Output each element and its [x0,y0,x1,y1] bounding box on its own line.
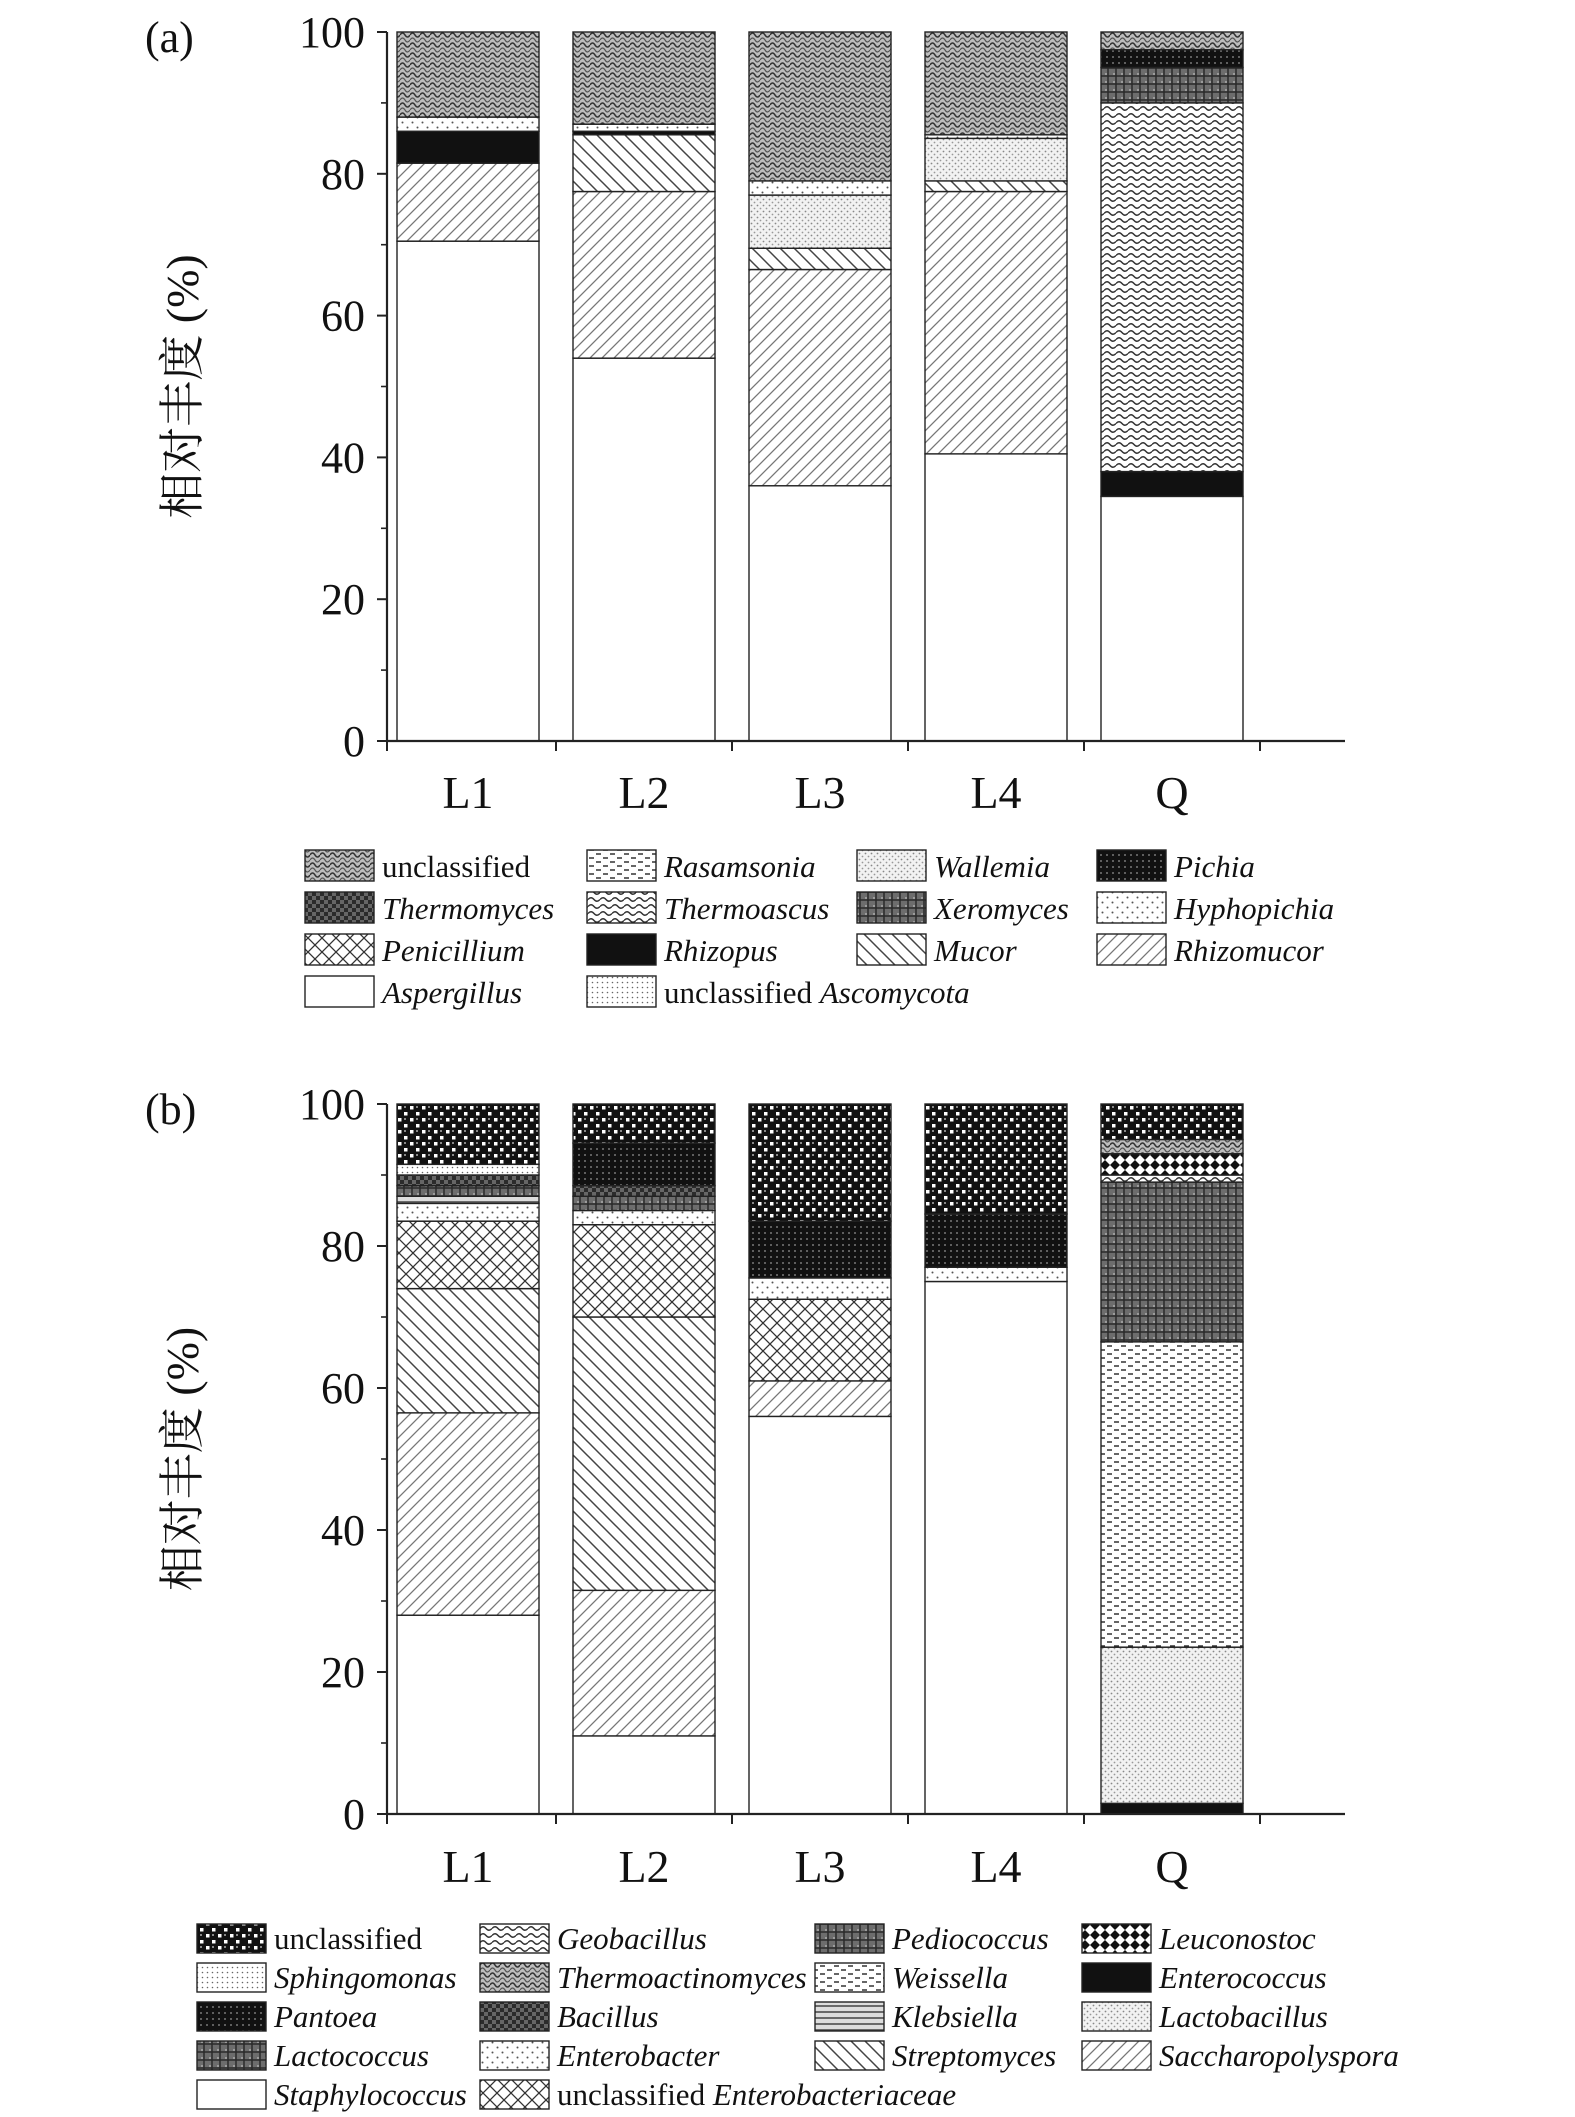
legend-swatch [815,2041,884,2070]
x-tick-label: L1 [442,767,494,818]
y-tick-label: 80 [321,149,365,199]
legend-item [815,1999,1018,2034]
bar-stack-L1 [397,1104,539,1814]
bar-segment-unclassified [925,1104,1067,1214]
bar-segment-wallemia [749,195,891,248]
legend-label: Weissella [892,1960,1008,1995]
bar-segment-pantoea [573,1143,715,1186]
legend-item [305,891,554,926]
legend-swatch [857,934,926,965]
bar-segment-staphylococcus [749,1416,891,1814]
bar-segment-bacillus [397,1175,539,1186]
bar-segment-thermoactinomyces [1101,1140,1243,1154]
bar-segment-streptomyces [573,1317,715,1590]
legend-label: Thermoactinomyces [557,1960,807,1995]
bar-segment-unclassified [749,32,891,181]
y-tick-label: 80 [321,1222,365,1271]
legend-swatch [587,976,656,1007]
bar-segment-mucor [749,248,891,269]
panel-label: (b) [145,1085,197,1134]
legend-swatch [305,850,374,881]
x-tick-label: Q [1155,1841,1189,1892]
bar-segment-rhizomucor [749,270,891,486]
legend-item [857,933,1018,968]
x-tick-label: L4 [970,1841,1022,1892]
legend-swatch [305,934,374,965]
y-tick-label: 0 [343,1790,365,1839]
bar-segment-geobacillus [1101,1175,1243,1182]
bar-segment-rhizomucor [925,192,1067,454]
panel-b [145,1080,1399,2112]
bar-stack-L4 [925,32,1067,741]
bar-segment-enterobacter [925,1267,1067,1281]
bar-stack-L4 [925,1104,1067,1814]
bar-segment-aspergillus [749,486,891,741]
legend-label: unclassified Ascomycota [664,975,970,1010]
legend-label: Klebsiella [892,1999,1018,2034]
bar-segment-enterobacter [749,1278,891,1299]
legend-item [1082,1921,1316,1956]
legend-label: Lactobacillus [1159,1999,1328,2034]
y-tick-label: 100 [299,1080,365,1129]
legend-label: Staphylococcus [274,2077,467,2112]
legend-item [815,1960,1008,1995]
legend-label: Rhizopus [664,933,778,968]
legend-item [587,849,816,884]
legend-swatch [857,850,926,881]
legend-label: Thermomyces [382,891,555,926]
legend [305,849,1334,1010]
bar-segment-lactococcus [397,1186,539,1197]
legend-item [305,849,531,884]
bar-segment-enterobacter [397,1203,539,1221]
legend-item [480,1999,659,2034]
legend-swatch [305,976,374,1007]
legend [197,1921,1399,2112]
legend-label: Streptomyces [892,2038,1057,2073]
bar-stack-Q [1101,32,1243,741]
x-tick-label: L3 [794,1841,846,1892]
legend-swatch [857,892,926,923]
bar-segment-unclassified [1101,32,1243,50]
bar-segment-sphingomonas [397,1164,539,1175]
bar-stack-L3 [749,1104,891,1814]
bar-segment-staphylococcus [925,1282,1067,1815]
bar-segment-unclassified-enterobacteriaceae [749,1299,891,1381]
bar-stack-L2 [573,32,715,741]
legend-swatch [815,2002,884,2031]
legend-swatch [197,1963,266,1992]
legend-item [587,975,970,1010]
bar-segment-wallemia [925,138,1067,181]
bar-segment-unclassified [573,32,715,124]
bar-stack-L1 [397,32,539,741]
bar-segment-lactobacillus [1101,1647,1243,1803]
bar-segment-staphylococcus [573,1736,715,1814]
legend-swatch [480,1963,549,1992]
bar-segment-lactococcus [573,1196,715,1210]
legend-label: Thermoascus [664,891,830,926]
legend-swatch [480,2041,549,2070]
legend-label: Geobacillus [557,1921,707,1956]
legend-item [1082,2038,1399,2073]
bar-stack-L2 [573,1104,715,1814]
bar-segment-rhizopus [397,131,539,163]
legend-swatch [305,892,374,923]
x-tick-label: L3 [794,767,846,818]
legend-label: Xeromyces [934,891,1069,926]
y-tick-label: 40 [321,433,365,483]
legend-item [815,2038,1056,2073]
bar-segment-unclassified [397,1104,539,1164]
legend-label: Wallemia [934,849,1050,884]
legend-swatch [197,2041,266,2070]
bar-segment-rhizopus [1101,472,1243,497]
bar-segment-aspergillus [397,241,539,741]
y-tick-label: 0 [343,717,365,766]
legend-swatch [1082,2041,1151,2070]
legend-label: Lactococcus [274,2038,429,2073]
legend-item [480,1921,707,1956]
legend-item [587,891,829,926]
panel-a [145,8,1345,1010]
legend-label: Mucor [934,933,1017,968]
legend-label: Aspergillus [382,975,523,1010]
x-tick-label: L2 [618,1841,670,1892]
legend-label: unclassified [274,1921,423,1956]
bar-segment-rhizomucor [397,163,539,241]
bar-segment-aspergillus [925,454,1067,741]
y-tick-label: 60 [321,291,365,341]
bar-stack-Q [1101,1104,1243,1814]
bar-segment-saccharopolyspora [573,1590,715,1736]
bar-segment-rhizomucor [573,192,715,359]
y-tick-label: 20 [321,1648,365,1697]
legend-swatch [1097,850,1166,881]
bar-segment-unclassified [749,1104,891,1221]
legend-swatch [587,850,656,881]
legend-label: Enterobacter [557,2038,720,2073]
legend-label: unclassified Enterobacteriaceae [557,2077,957,2112]
legend-label: Rhizomucor [1174,933,1324,968]
bar-segment-hyphopichia [749,181,891,195]
legend-swatch [480,2080,549,2109]
bar-segment-klebsiella [397,1196,539,1203]
bar-segment-unclassified [397,32,539,117]
bar-segment-saccharopolyspora [397,1413,539,1615]
bar-segment-unclassified-enterobacteriaceae [573,1225,715,1317]
bar-segment-enterobacter [573,1211,715,1225]
x-tick-label: Q [1155,767,1189,818]
legend-label: Pantoea [274,1999,378,2034]
bar-segment-unclassified [925,32,1067,135]
bar-segment-pantoea [749,1221,891,1278]
bar-segment-weissella [1101,1342,1243,1647]
legend-swatch [1097,892,1166,923]
legend-item [305,933,525,968]
bar-segment-unclassified-enterobacteriaceae [397,1221,539,1288]
legend-swatch [1082,1963,1151,1992]
legend-item [197,1999,377,2034]
legend-swatch [197,1924,266,1953]
legend-label: Hyphopichia [1174,891,1335,926]
legend-swatch [197,2080,266,2109]
y-tick-label: 60 [321,1364,365,1413]
legend-item [197,1921,423,1956]
bar-segment-saccharopolyspora [749,1381,891,1417]
y-axis-title: 相对丰度 (%) [157,254,208,519]
bar-segment-enterococcus [1101,1803,1243,1814]
legend-swatch [1082,2002,1151,2031]
legend-label: Pichia [1174,849,1255,884]
legend-item [1082,1999,1328,2034]
legend-label: Sphingomonas [274,1960,457,1995]
legend-label: Pediococcus [892,1921,1049,1956]
bar-segment-mucor [925,181,1067,192]
bar-segment-staphylococcus [397,1615,539,1814]
legend-swatch [480,2002,549,2031]
legend-label: unclassified [382,849,531,884]
legend-item [197,1960,457,1995]
legend-item [480,2038,720,2073]
bar-segment-aspergillus [1101,496,1243,741]
bar-segment-leuconostoc [1101,1154,1243,1175]
bar-segment-streptomyces [397,1289,539,1413]
bar-segment-hyphopichia [573,124,715,131]
bar-segment-pantoea [925,1214,1067,1267]
legend-item [1097,933,1325,968]
legend-swatch [197,2002,266,2031]
bar-segment-bacillus [573,1186,715,1197]
legend-swatch [587,934,656,965]
legend-label: Penicillium [382,933,525,968]
legend-item [1082,1960,1327,1995]
bar-segment-unclassified [573,1104,715,1143]
legend-item [197,2077,467,2112]
bar-segment-hyphopichia [397,117,539,131]
legend-item [1097,849,1255,884]
x-tick-label: L1 [442,1841,494,1892]
x-tick-label: L4 [970,767,1022,818]
bar-segment-aspergillus [573,358,715,741]
y-axis-title: 相对丰度 (%) [157,1326,208,1592]
y-tick-label: 20 [321,575,365,625]
legend-item [587,933,778,968]
bar-segment-mucor [573,135,715,192]
bar-stack-L3 [749,32,891,741]
legend-item [815,1921,1049,1956]
legend-swatch [1097,934,1166,965]
legend-item [857,849,1050,884]
legend-item [1097,891,1334,926]
legend-swatch [587,892,656,923]
legend-item [480,2077,956,2112]
panel-label: (a) [145,13,194,62]
legend-swatch [480,1924,549,1953]
bar-segment-pediococcus [1101,1182,1243,1342]
legend-item [480,1960,807,1995]
legend-swatch [815,1963,884,1992]
legend-swatch [815,1924,884,1953]
legend-swatch [1082,1924,1151,1953]
bar-segment-thermoascus [1101,103,1243,472]
legend-label: Leuconostoc [1159,1921,1316,1956]
legend-label: Enterococcus [1159,1960,1327,1995]
y-tick-label: 100 [299,8,365,57]
legend-item [305,975,522,1010]
x-tick-label: L2 [618,767,670,818]
legend-item [857,891,1069,926]
bar-segment-unclassified [1101,1104,1243,1140]
legend-label: Bacillus [557,1999,659,2034]
bar-segment-pichia [1101,50,1243,68]
legend-label: Rasamsonia [664,849,816,884]
bar-segment-xeromyces [1101,67,1243,102]
legend-item [197,2038,429,2073]
legend-label: Saccharopolyspora [1159,2038,1399,2073]
y-tick-label: 40 [321,1506,365,1555]
